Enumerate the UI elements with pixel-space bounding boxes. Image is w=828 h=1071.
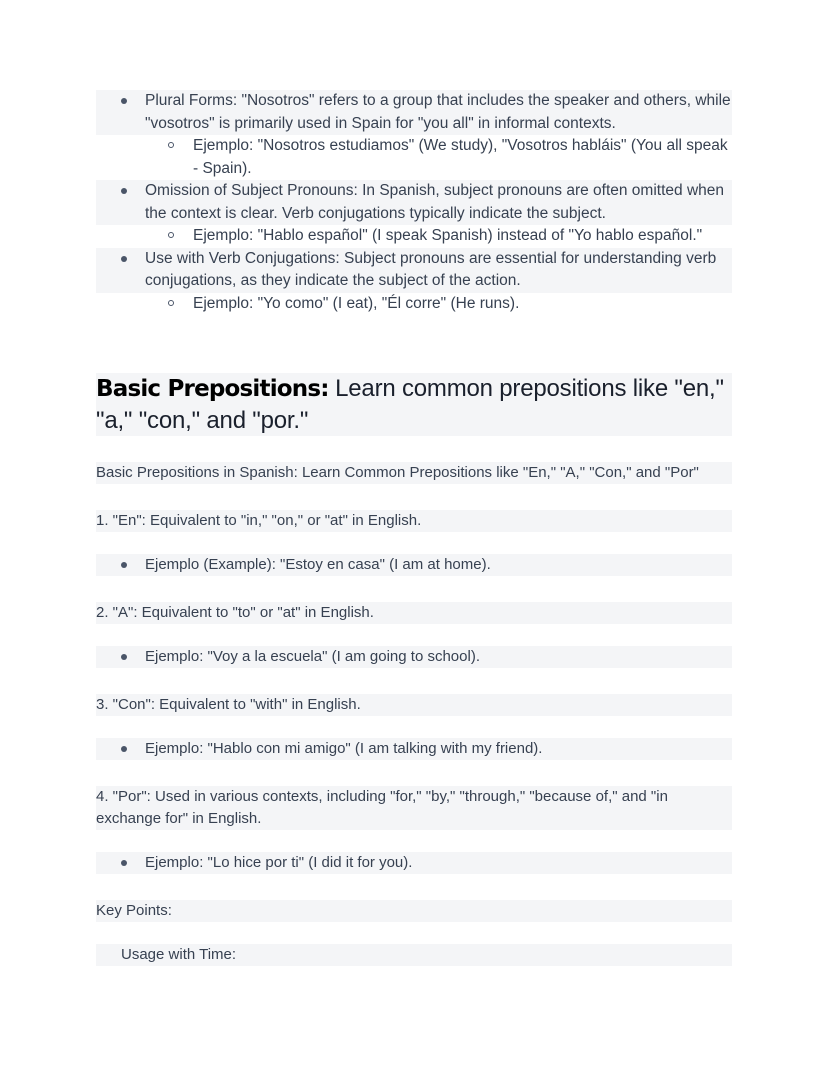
bullet-dot-icon bbox=[121, 860, 127, 866]
preposition-statement-en: 1. "En": Equivalent to "in," "on," or "at" in English. bbox=[96, 510, 732, 532]
sub-list bbox=[96, 135, 732, 180]
list-item bbox=[96, 90, 732, 135]
key-point-usage-with-time: Usage with Time: bbox=[96, 944, 732, 966]
sub-list bbox=[96, 293, 732, 316]
bullet-circle-icon bbox=[168, 232, 174, 238]
key-points-label: Key Points: bbox=[96, 900, 732, 922]
bullet-circle-icon bbox=[168, 142, 174, 148]
preposition-example-a bbox=[96, 646, 732, 668]
document-content bbox=[96, 90, 732, 966]
section-heading bbox=[96, 373, 732, 436]
sub-list-item-text: Ejemplo: "Yo como" (I eat), "Él corre" (He runs). bbox=[193, 294, 520, 312]
section-heading-lead: Basic Prepositions: bbox=[96, 376, 329, 402]
list-item bbox=[96, 180, 732, 225]
section-intro-text: Basic Prepositions in Spanish: Learn Common Prepositions like "En," "A," "Con," and "Por" bbox=[96, 462, 732, 484]
list-item-text: Plural Forms: "Nosotros" refers to a group that includes the speaker and others, while "vosotros" is primarily used in Spain for "you all" in informal contexts. bbox=[145, 92, 731, 132]
preposition-statement-a: 2. "A": Equivalent to "to" or "at" in English. bbox=[96, 602, 732, 624]
bullet-dot-icon bbox=[121, 654, 127, 660]
preposition-example-en bbox=[96, 554, 732, 576]
bullet-dot-icon bbox=[121, 98, 127, 104]
list-item-text: Use with Verb Conjugations: Subject pronouns are essential for understanding verb conjugations, as they indicate the subject of the action. bbox=[145, 249, 717, 289]
preposition-statement-por: 4. "Por": Used in various contexts, including "for," "by," "through," "because of," and "in exchange for" in English. bbox=[96, 786, 732, 830]
bullet-dot-icon bbox=[121, 256, 127, 262]
bullet-dot-icon bbox=[121, 188, 127, 194]
list-item bbox=[96, 248, 732, 293]
example-text: Ejemplo: "Voy a la escuela" (I am going to school). bbox=[145, 648, 480, 665]
list-item-text: Omission of Subject Pronouns: In Spanish, subject pronouns are often omitted when the context is clear. Verb conjugations typically indicate the subject. bbox=[145, 182, 725, 222]
example-text: Ejemplo: "Lo hice por ti" (I did it for you). bbox=[145, 854, 413, 871]
bullet-dot-icon bbox=[121, 746, 127, 752]
sub-list-item bbox=[96, 225, 732, 248]
preposition-statement-con: 3. "Con": Equivalent to "with" in English. bbox=[96, 694, 732, 716]
example-text: Ejemplo (Example): "Estoy en casa" (I am at home). bbox=[145, 556, 491, 573]
sub-list bbox=[96, 225, 732, 248]
example-text: Ejemplo: "Hablo con mi amigo" (I am talking with my friend). bbox=[145, 740, 543, 757]
section-heading-rest: Learn common prepositions like "en," "a," "con," and "por." bbox=[96, 375, 724, 434]
sub-list-item bbox=[96, 135, 732, 180]
sub-list-item bbox=[96, 293, 732, 316]
sub-list-item-text: Ejemplo: "Nosotros estudiamos" (We study), "Vosotros habláis" (You all speak - Spain). bbox=[193, 137, 728, 177]
preposition-example-por bbox=[96, 852, 732, 874]
pronoun-notes-list bbox=[96, 90, 732, 315]
bullet-dot-icon bbox=[121, 562, 127, 568]
sub-list-item-text: Ejemplo: "Hablo español" (I speak Spanish) instead of "Yo hablo español." bbox=[193, 227, 703, 244]
bullet-circle-icon bbox=[168, 300, 174, 306]
preposition-example-con bbox=[96, 738, 732, 760]
